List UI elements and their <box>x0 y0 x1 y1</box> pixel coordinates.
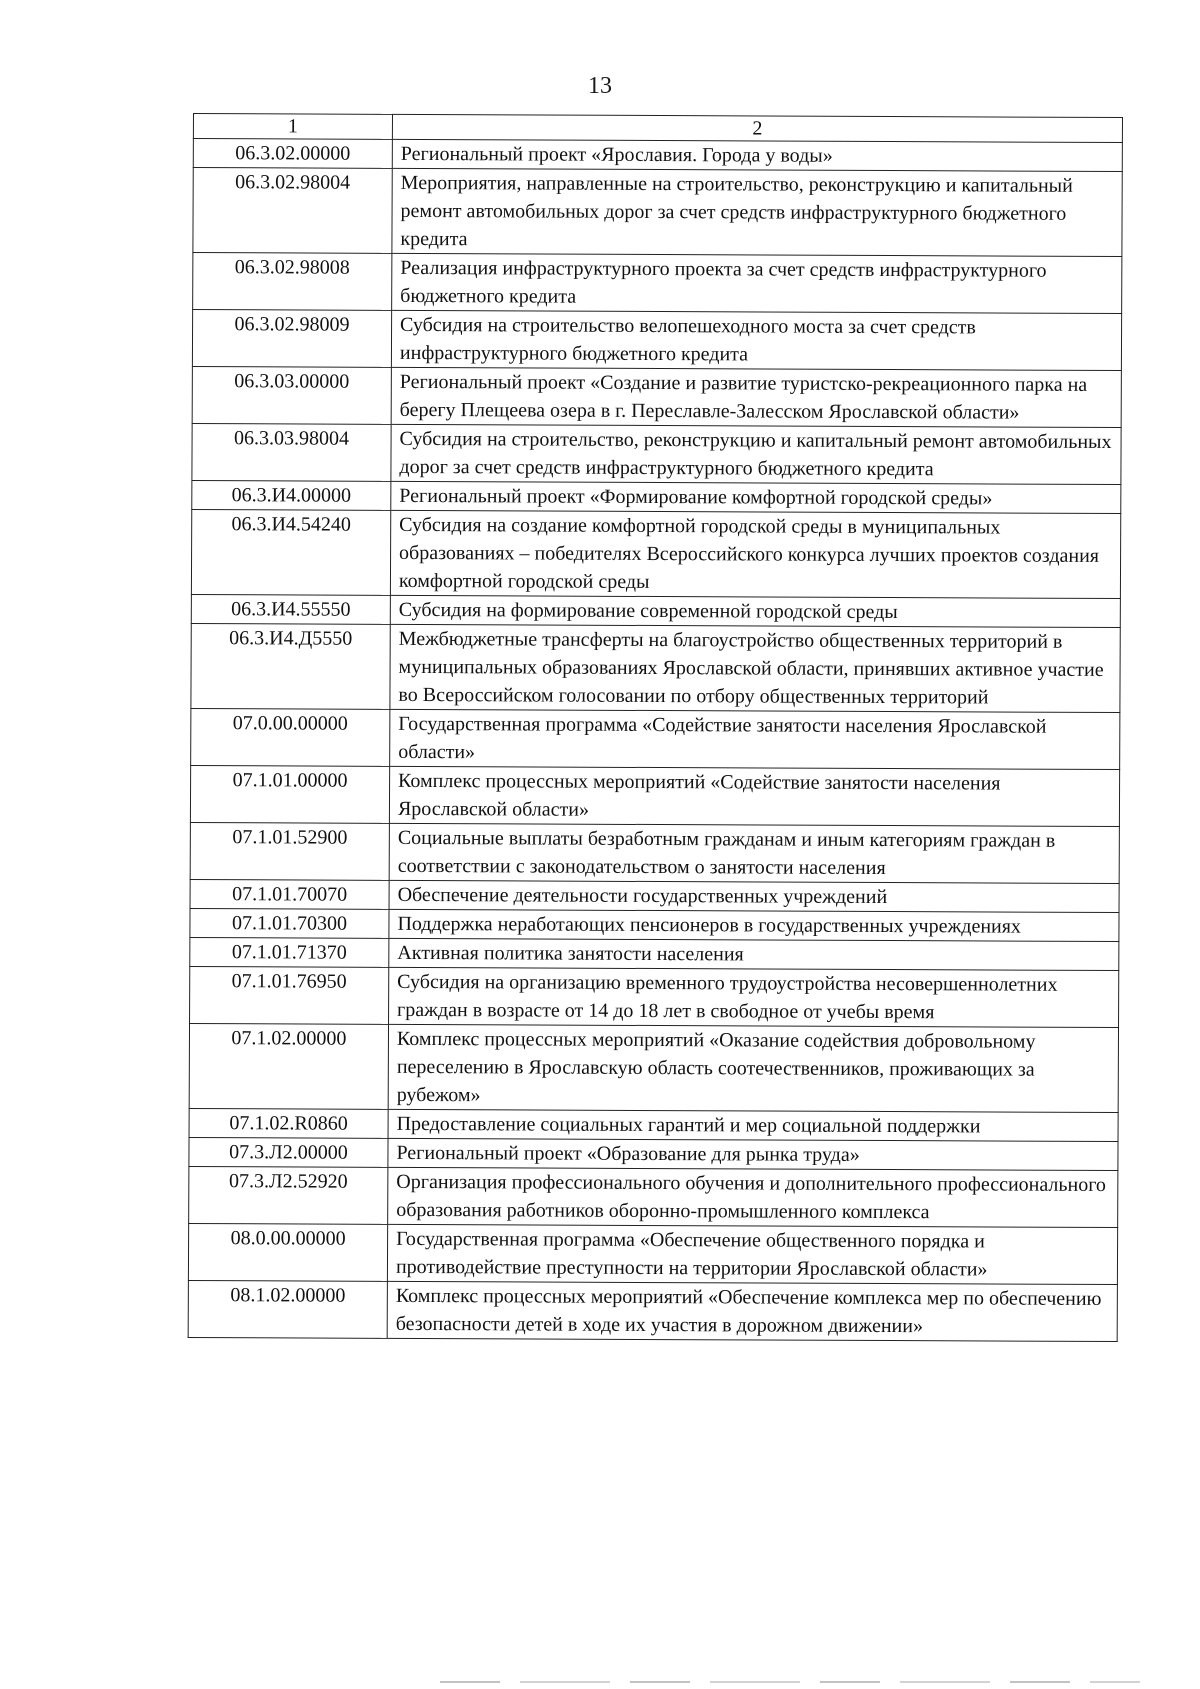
table-row <box>189 1108 1118 1141</box>
row-name: Региональный проект «Ярославия. Города у воды» <box>392 139 1122 171</box>
row-name: Комплекс процессных мероприятий «Обеспечение комплекса мер по обеспечению безопасности детей в ходе их участия в дорожном движении» <box>387 1281 1117 1341</box>
row-name: Обеспечение деятельности государственных учреждений <box>389 880 1119 912</box>
row-code: 07.1.01.52900 <box>190 822 389 880</box>
table-row <box>190 966 1119 1027</box>
row-name: Социальные выплаты безработным гражданам и иным категориям граждан в соответствии с законодательством о занятости населения <box>389 823 1119 883</box>
table-row <box>191 594 1120 627</box>
row-name: Государственная программа «Обеспечение общественного порядка и противодействие преступности на территории Ярославской области» <box>387 1224 1117 1284</box>
row-name: Организация профессионального обучения и дополнительного профессионального образования работников оборонно-промышленного комплекса <box>388 1167 1118 1227</box>
row-code: 07.0.00.00000 <box>191 708 390 766</box>
row-code: 07.1.01.71370 <box>190 937 389 967</box>
table-row <box>188 1280 1117 1341</box>
row-code: 07.1.01.70300 <box>190 908 389 938</box>
row-code: 06.3.03.00000 <box>192 366 391 424</box>
row-name: Региональный проект «Создание и развитие туристско-рекреационного парка на берегу Плещеева озера в г. Переславле-Залесском Ярославской области» <box>391 367 1121 427</box>
row-name: Субсидия на строительство велопешеходного моста за счет средств инфраструктурного бюджетного кредита <box>391 310 1121 370</box>
row-code: 06.3.02.98008 <box>193 253 392 311</box>
budget-classification-table <box>188 113 1123 1342</box>
page-number: 13 <box>588 73 612 99</box>
table-row <box>193 139 1122 172</box>
row-name: Комплекс процессных мероприятий «Содействие занятости населения Ярославской области» <box>389 766 1119 826</box>
row-code: 07.3.Л2.00000 <box>189 1137 388 1167</box>
table-row <box>189 1023 1118 1112</box>
column-header-code: 1 <box>193 114 392 140</box>
row-name: Активная политика занятости населения <box>389 938 1119 970</box>
table-row <box>191 708 1120 769</box>
row-code: 07.1.02.00000 <box>189 1023 388 1109</box>
row-name: Государственная программа «Содействие занятости населения Ярославской области» <box>390 709 1120 769</box>
row-code: 07.1.01.00000 <box>190 765 389 823</box>
scan-artifact-line <box>440 1681 1140 1683</box>
row-code: 06.3.И4.55550 <box>191 594 390 624</box>
row-name: Комплекс процессных мероприятий «Оказание содействия добровольному переселению в Ярославскую область соотечественников, проживающих за рубежом» <box>388 1024 1118 1112</box>
row-name: Мероприятия, направленные на строительство, реконструкцию и капитальный ремонт автомобильных дорог за счет средств инфраструктурного бюджетного кредита <box>392 168 1122 256</box>
row-name: Субсидия на организацию временного трудоустройства несовершеннолетних граждан в возрасте от 14 до 18 лет в свободное от учебы время <box>389 967 1119 1027</box>
row-name: Субсидия на строительство, реконструкцию и капитальный ремонт автомобильных дорог за счет средств инфраструктурного бюджетного кредита <box>391 424 1121 484</box>
row-code: 08.1.02.00000 <box>188 1280 387 1338</box>
table-row <box>189 1137 1118 1170</box>
table-row <box>190 879 1119 912</box>
row-name: Предоставление социальных гарантий и мер социальной поддержки <box>388 1109 1118 1141</box>
table-row <box>191 623 1120 712</box>
table-row <box>192 480 1121 513</box>
row-code: 06.3.02.98004 <box>193 168 392 254</box>
column-header-name: 2 <box>392 114 1122 142</box>
row-code: 06.3.И4.54240 <box>191 509 390 595</box>
table-row <box>192 423 1121 484</box>
table-body <box>188 139 1122 1342</box>
row-name: Поддержка неработающих пенсионеров в государственных учреждениях <box>389 909 1119 941</box>
table-row <box>193 168 1122 257</box>
row-code: 07.1.01.70070 <box>190 879 389 909</box>
row-code: 08.0.00.00000 <box>188 1223 387 1281</box>
table-row <box>191 509 1120 598</box>
row-code: 06.3.02.98009 <box>192 310 391 368</box>
table-row <box>190 908 1119 941</box>
table-row <box>192 366 1121 427</box>
table-row <box>190 937 1119 970</box>
row-name: Региональный проект «Образование для рынка труда» <box>388 1138 1118 1170</box>
table-row <box>189 1166 1118 1227</box>
table-row <box>190 822 1119 883</box>
row-code: 07.1.01.76950 <box>190 966 389 1024</box>
row-name: Субсидия на формирование современной городской среды <box>390 595 1120 627</box>
row-name: Межбюджетные трансферты на благоустройство общественных территорий в муниципальных образованиях Ярославской области, принявших активное участие во Всероссийском голосовании по отбору общественных территорий <box>390 624 1120 712</box>
row-code: 07.3.Л2.52920 <box>189 1166 388 1224</box>
row-name: Реализация инфраструктурного проекта за счет средств инфраструктурного бюджетного кредита <box>392 253 1122 313</box>
row-code: 06.3.02.00000 <box>193 139 392 169</box>
table-row <box>193 253 1122 314</box>
table-row <box>192 310 1121 371</box>
row-code: 07.1.02.R0860 <box>189 1108 388 1138</box>
row-code: 06.3.И4.Д5550 <box>191 623 390 709</box>
row-code: 06.3.03.98004 <box>192 423 391 481</box>
row-code: 06.3.И4.00000 <box>192 480 391 510</box>
row-name: Региональный проект «Формирование комфортной городской среды» <box>391 481 1121 513</box>
row-name: Субсидия на создание комфортной городской среды в муниципальных образованиях – победителях Всероссийского конкурса лучших проектов создания комфортной городской среды <box>390 510 1120 598</box>
table-row <box>190 765 1119 826</box>
table-row <box>188 1223 1117 1284</box>
